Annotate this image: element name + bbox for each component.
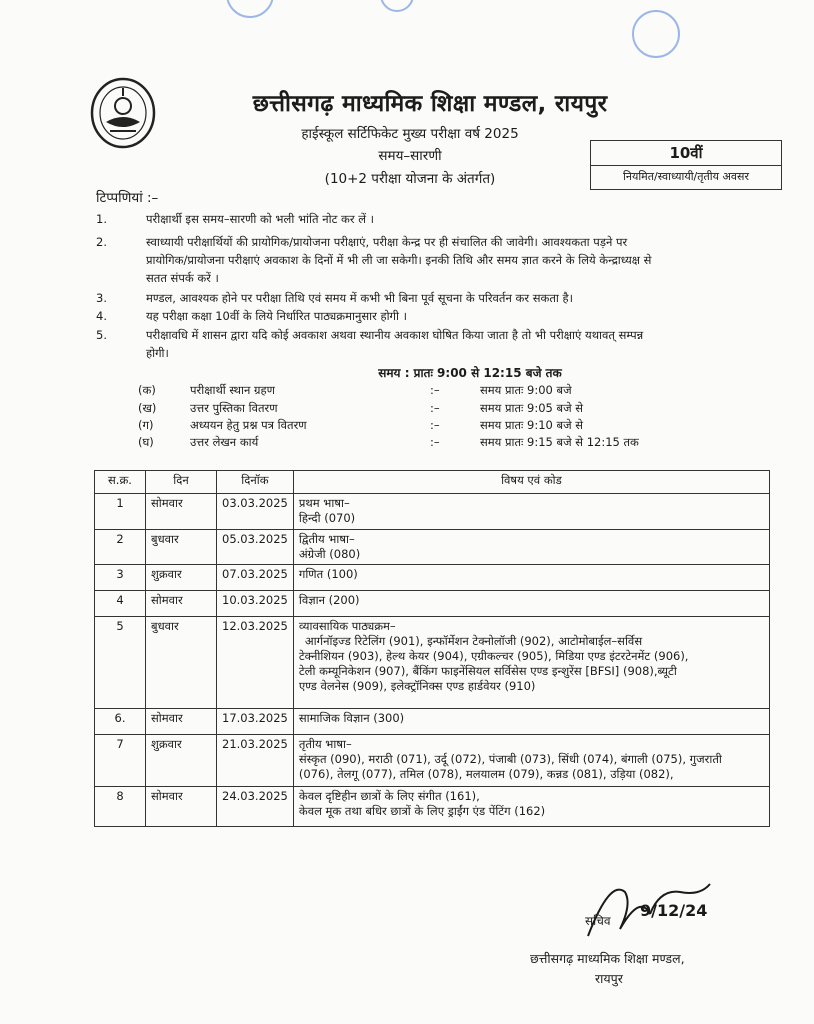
signatory-org: छत्तीसगढ़ माध्यमिक शिक्षा मण्डल, xyxy=(530,951,685,966)
handwritten-signature xyxy=(580,874,720,944)
exam-timing: समय : प्रातः 9:00 से 12:15 बजे तक xyxy=(378,366,562,380)
schedule-row: (घ) उत्तर लेखन कार्य :– समय प्रातः 9:15 बजे से 12:15 तक xyxy=(138,435,639,449)
schedule-row: (क) परीक्षार्थी स्थान ग्रहण :– समय प्रातः 9:00 बजे xyxy=(138,383,572,397)
note-item: 2. स्वाध्यायी परीक्षार्थियों की प्रायोगिक/प्रायोजना परीक्षाएं, परीक्षा केन्द्र पर ही संचालित की जावेगी। आवश्यकता पड़ने पर प्रायोगिक/प्रायोजना परीक्षाएं अवकाश के दिनों में भी ली जा सकेगी। इनकी तिथि और समय ज्ञात करने के लिये केन्द्राध्यक्ष से सतत संपर्क करें । xyxy=(96,235,652,285)
table-header-row xyxy=(95,471,770,494)
candidate-category: नियमित/स्वाध्यायी/तृतीय अवसर xyxy=(622,170,749,183)
scheme-note: (10+2 परीक्षा योजना के अंतर्गत) xyxy=(324,171,496,187)
class-box xyxy=(590,140,782,190)
note-item: 4. यह परीक्षा कक्षा 10वीं के लिये निर्धारित पाठ्यक्रमानुसार होगी । xyxy=(96,309,408,323)
exam-timetable xyxy=(94,470,770,827)
exam-subtitle: हाईस्कूल सर्टिफिकेट मुख्य परीक्षा वर्ष 2025 xyxy=(301,126,519,142)
class-label: 10वीं xyxy=(591,141,781,166)
table-row: 4 सोमवार 10.03.2025 विज्ञान (200) xyxy=(95,591,770,617)
table-row: 7 शुक्रवार 21.03.2025 तृतीय भाषा– संस्कृत (090), मराठी (071), उर्दू (072), पंजाबी (073), सिंधी (074), बंगाली (075), गुजराती (076), तेलगू (077), तमिल (078), मलयालम (079), कन्नड (081), उड़िया (082), xyxy=(95,735,770,787)
table-row: 2 बुधवार 05.03.2025 द्वितीय भाषा– अंग्रेजी (080) xyxy=(95,530,770,565)
note-item: 5. परीक्षावधि में शासन द्वारा यदि कोई अवकाश अथवा स्थानीय अवकाश घोषित किया जाता है तो भी परीक्षाएं यथावत् सम्पन्न होगी। xyxy=(96,328,644,360)
header-date: दिनॉक xyxy=(217,471,294,494)
decor-circle xyxy=(226,0,274,18)
table-row: 8 सोमवार 24.03.2025 केवल दृष्टिहीन छात्रों के लिए संगीत (161), केवल मूक तथा बधिर छात्रों के लिए ड्राईंग एंड पेंटिंग (162) xyxy=(95,787,770,827)
table-row: 5 बुधवार 12.03.2025 व्यावसायिक पाठ्यक्रम– आर्गनॉइज्ड रिटेलिंग (901), इन्फॉर्मेशन टेक्नोलॉजी (902), आटोमोबाईल–सर्विस टेक्नीशियन (903), हेल्थ केयर (904), एग्रीकल्चर (905), मिडिया एण्ड इंटरटेनमेंट (906), टेली कम्यूनिकेशन (907), बैंकिंग फाइनेंसियल सर्विसेस एण्ड इन्शुरेंस [BFSI] (908),ब्यूटी एण्ड वेलनेस (909), इलेक्ट्रॉनिक्स एण्ड हार्डवेयर (910) xyxy=(95,617,770,709)
table-row: 3 शुक्रवार 07.03.2025 गणित (100) xyxy=(95,565,770,591)
note-item: 3. मण्डल, आवश्यक होने पर परीक्षा तिथि एवं समय में कभी भी बिना पूर्व सूचना के परिवर्तन कर सकता है। xyxy=(96,291,573,305)
decor-circle xyxy=(380,0,414,12)
notes-heading: टिप्पणियां :– xyxy=(96,190,159,206)
header-subject: विषय एवं कोड xyxy=(293,471,769,494)
signatory-city: रायपुर xyxy=(595,971,623,986)
header-day: दिन xyxy=(146,471,217,494)
doc-type: समय–सारणी xyxy=(378,148,442,164)
header-serial: स.क्र. xyxy=(95,471,146,494)
note-item: 1. परीक्षार्थी इस समय–सारणी को भली भांति नोट कर लें । xyxy=(96,212,375,226)
table-row: 1 सोमवार 03.03.2025 प्रथम भाषा– हिन्दी (070) xyxy=(95,494,770,530)
schedule-row: (ग) अध्ययन हेतु प्रश्न पत्र वितरण :– समय प्रातः 9:10 बजे से xyxy=(138,418,584,432)
signature-date-mark: 9/12/24 xyxy=(640,901,708,920)
schedule-row: (ख) उत्तर पुस्तिका वितरण :– समय प्रातः 9:05 बजे से xyxy=(138,401,584,415)
decor-circle xyxy=(632,10,680,58)
board-title: छत्तीसगढ़ माध्यमिक शिक्षा मण्डल, रायपुर xyxy=(252,91,608,117)
board-logo-emblem xyxy=(90,76,156,150)
table-row: 6. सोमवार 17.03.2025 सामाजिक विज्ञान (300) xyxy=(95,709,770,735)
signatory-title: सचिव xyxy=(585,914,611,928)
